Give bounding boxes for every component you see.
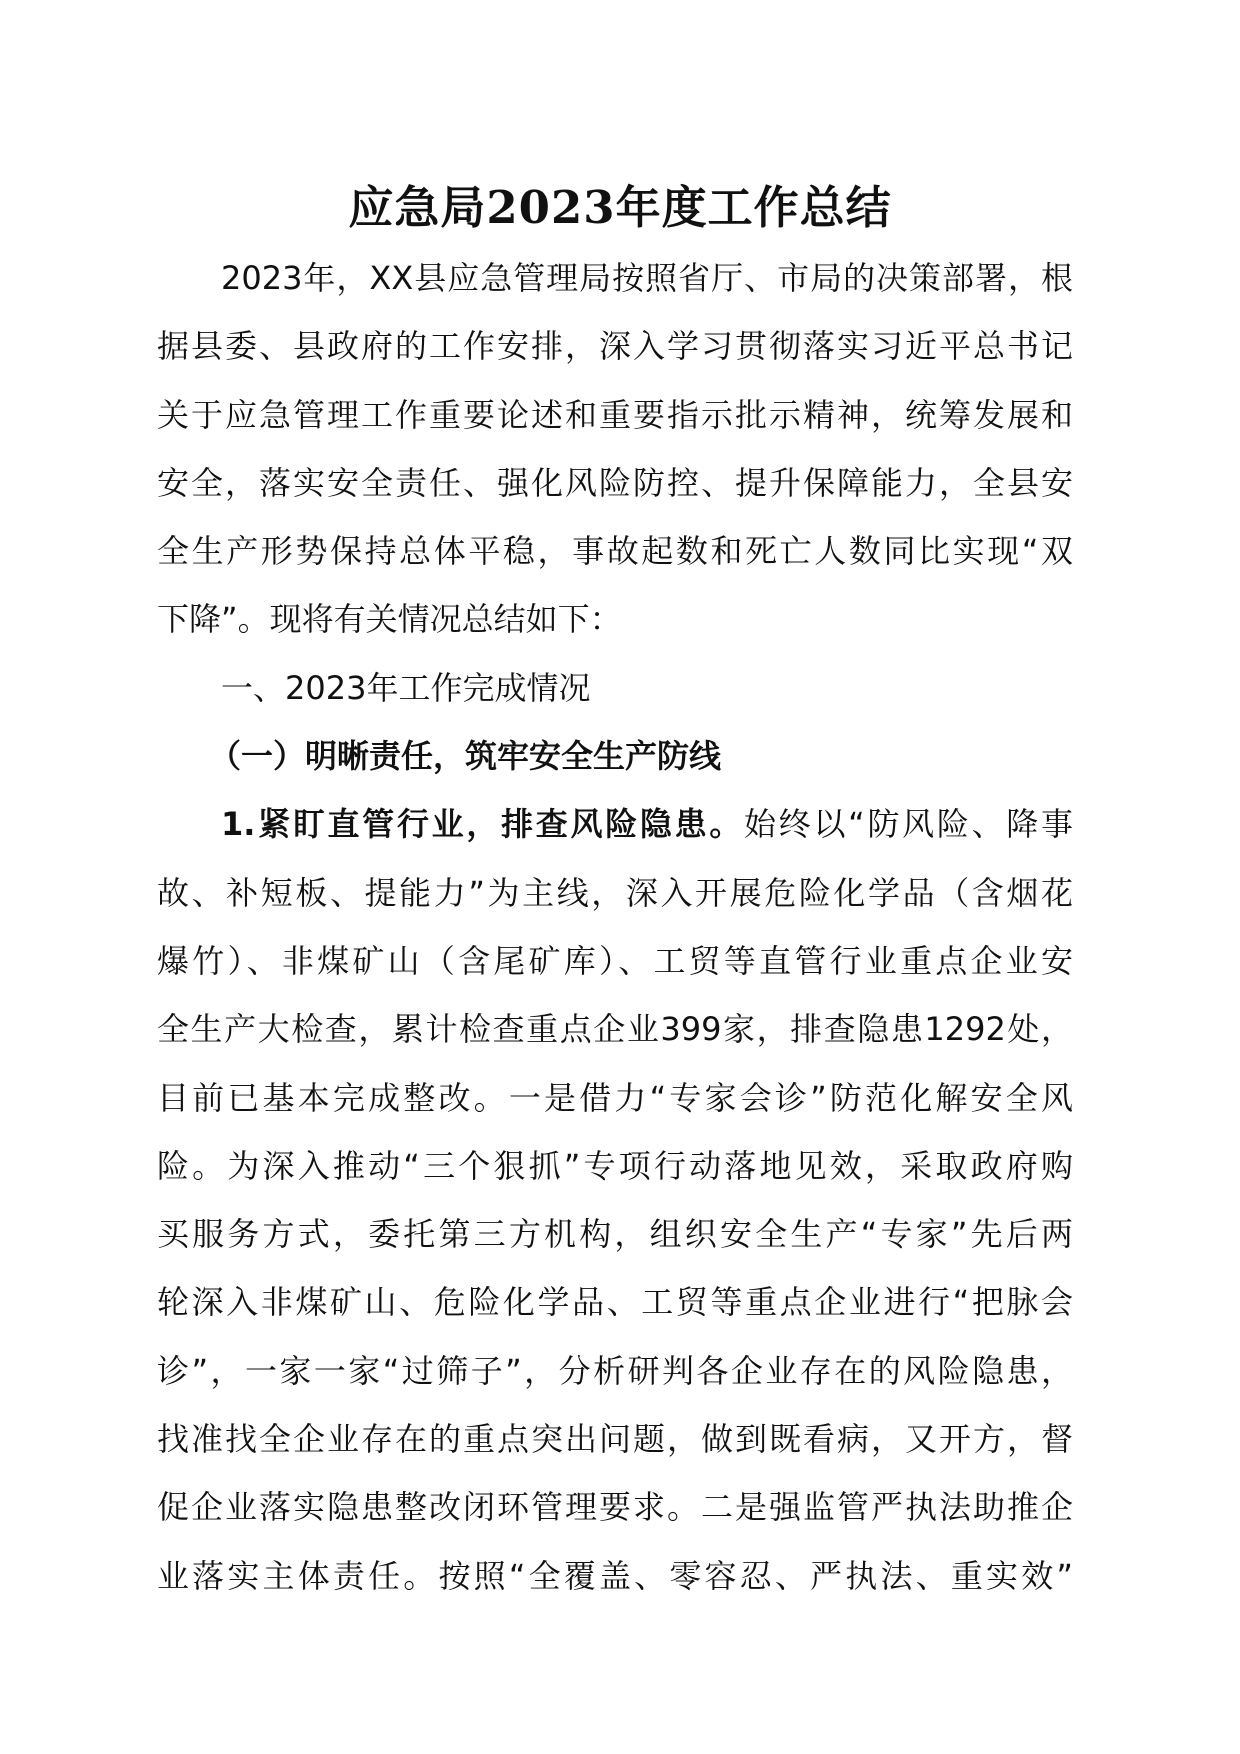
item1-line: 目前已基本完成整改。一是借力“专家会诊”防范化解安全风 (157, 1078, 1073, 1117)
item1-first-line (157, 790, 1073, 858)
section-heading: 一、2023年工作完成情况 (221, 668, 591, 707)
document-body (157, 244, 1073, 1610)
intro-line: 关于应急管理工作重要论述和重要指示批示精神，统筹发展和 (157, 395, 1073, 434)
item1-lead: 1.紧盯直管行业，排查风险隐患。 (221, 805, 745, 844)
intro-line: 2023年，XX县应急管理局按照省厅、市局的决策部署，根 (221, 259, 1073, 297)
item1-line: 找准找全企业存在的重点突出问题，做到既看病，又开方，督 (157, 1420, 1073, 1459)
intro-line: 据县委、县政府的工作安排，深入学习贯彻落实习近平总书记 (157, 327, 1073, 366)
item1-line: 全生产大检查，累计检查重点企业399家，排查隐患1292处， (157, 1010, 1073, 1049)
item1-line: 诊”，一家一家“过筛子”，分析研判各企业存在的风险隐患， (157, 1351, 1073, 1390)
item1-line: 故、补短板、提能力”为主线，深入开展危险化学品（含烟花 (157, 873, 1073, 912)
document-title: 应急局2023年度工作总结 (348, 181, 892, 234)
item1-line: 买服务方式，委托第三方机构，组织安全生产“专家”先后两 (157, 1215, 1073, 1254)
item1-line: 险。为深入推动“三个狠抓”专项行动落地见效，采取政府购 (157, 1146, 1073, 1185)
intro-line: 全生产形势保持总体平稳，事故起数和死亡人数同比实现“双 (157, 532, 1073, 571)
item1-line: 轮深入非煤矿山、危险化学品、工贸等重点企业进行“把脉会 (157, 1283, 1073, 1322)
item1-line: 爆竹）、非煤矿山（含尾矿库）、工贸等直管行业重点企业安 (157, 941, 1073, 980)
subsection-heading: （一）明晰责任，筑牢安全生产防线 (209, 737, 722, 776)
item1-first-line-rest: 始终以“防风险、降事 (744, 805, 1073, 844)
intro-line: 下降”。现将有关情况总结如下： (157, 600, 622, 639)
item1-line: 业落实主体责任。按照“全覆盖、零容忍、严执法、重实效” (157, 1556, 1073, 1595)
item1-line: 促企业落实隐患整改闭环管理要求。二是强监管严执法助推企 (157, 1488, 1073, 1527)
intro-line: 安全，落实安全责任、强化风险防控、提升保障能力，全县安 (157, 463, 1073, 502)
